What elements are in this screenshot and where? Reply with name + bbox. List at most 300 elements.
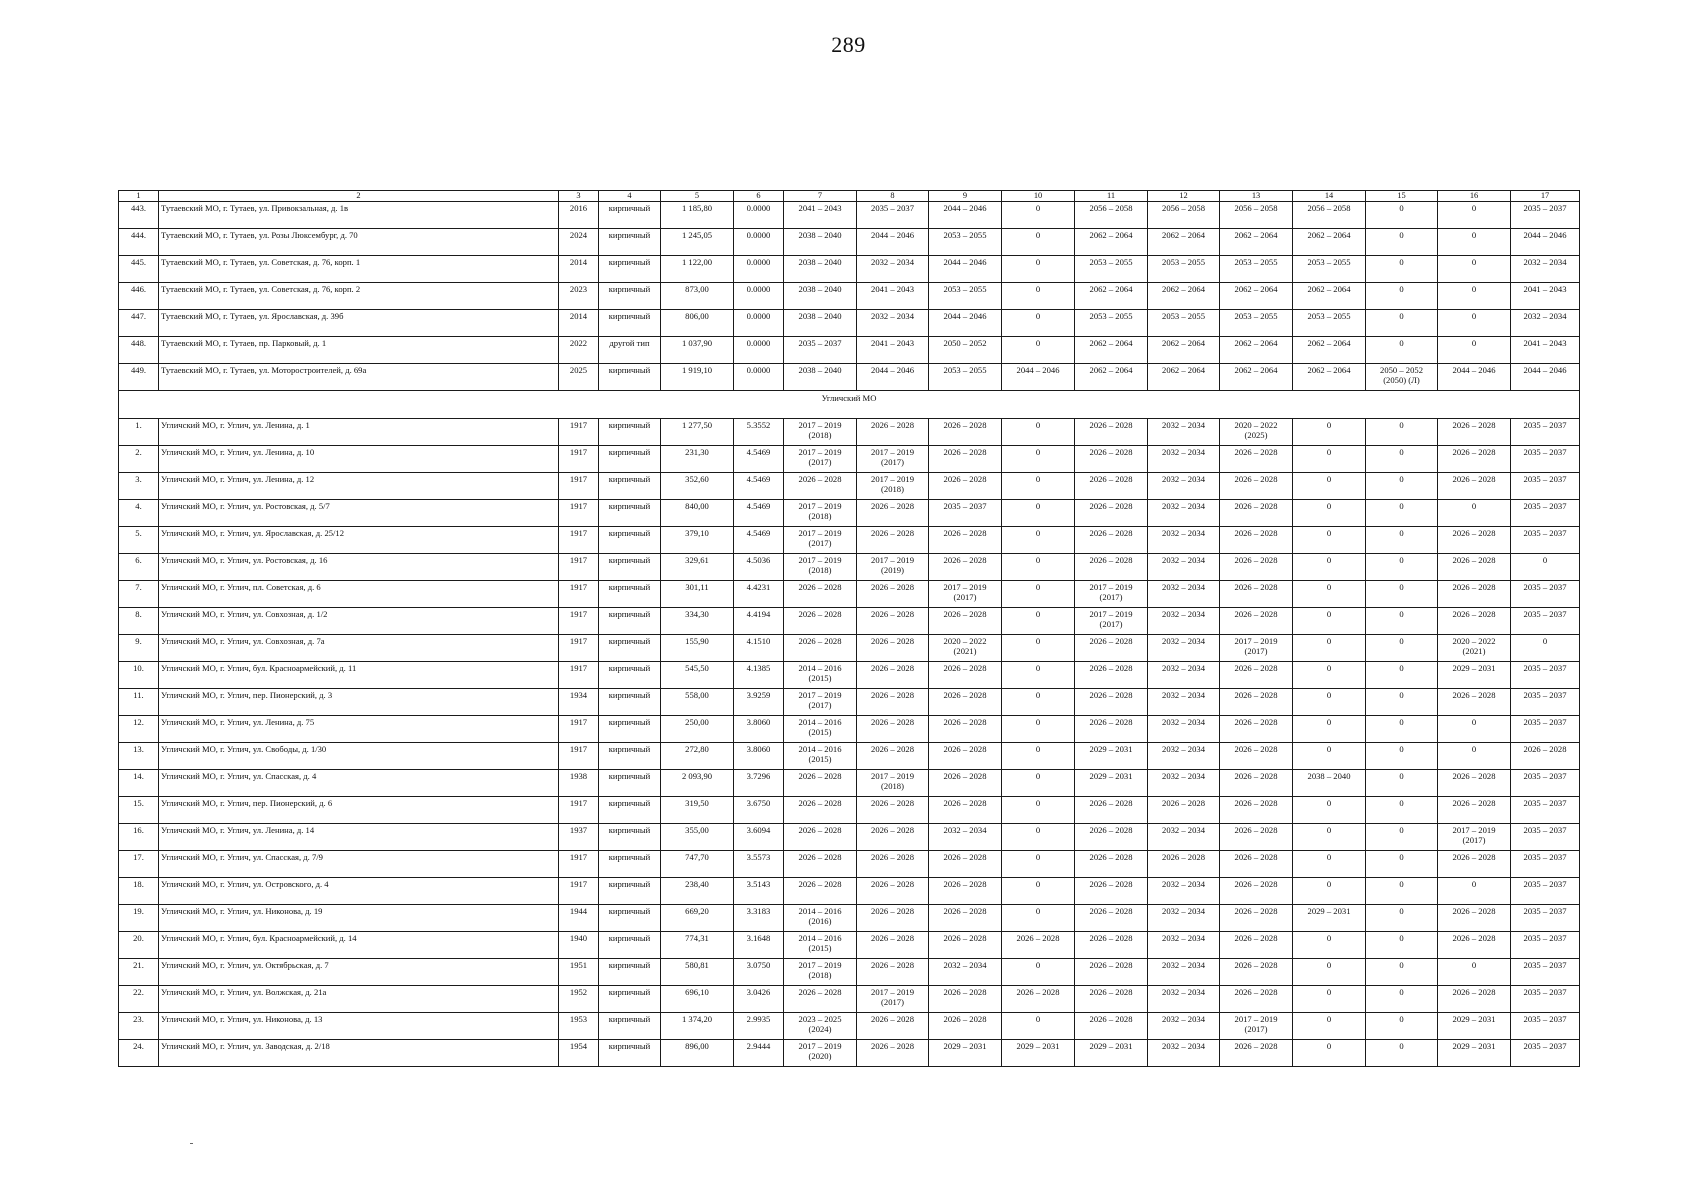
table-cell: 2026 – 2028 bbox=[929, 608, 1002, 635]
table-cell: 0 bbox=[1438, 743, 1511, 770]
cell-period-note: (2021) bbox=[953, 646, 977, 656]
table-cell: 2026 – 2028 bbox=[1220, 689, 1293, 716]
table-cell: 0 bbox=[1438, 716, 1511, 743]
table-cell: 1917 bbox=[559, 554, 599, 581]
table-cell: 2026 – 2028 bbox=[1511, 743, 1580, 770]
table-cell: 2026 – 2028 bbox=[857, 608, 929, 635]
table-cell: кирпичный bbox=[599, 202, 661, 229]
table-cell: 2026 – 2028 bbox=[929, 473, 1002, 500]
table-row bbox=[119, 986, 1580, 1013]
table-cell: 2026 – 2028 bbox=[1075, 986, 1148, 1013]
table-cell: 2026 – 2028 bbox=[1220, 824, 1293, 851]
table-cell-period bbox=[1366, 364, 1438, 391]
table-cell: 0 bbox=[1002, 635, 1075, 662]
table-cell: 2035 – 2037 bbox=[1511, 770, 1580, 797]
table-cell: кирпичный bbox=[599, 527, 661, 554]
table-cell: 840,00 bbox=[661, 500, 734, 527]
table-cell: 2026 – 2028 bbox=[929, 689, 1002, 716]
table-cell: 2053 – 2055 bbox=[929, 283, 1002, 310]
table-cell: 2.9444 bbox=[734, 1040, 784, 1067]
table-cell: 2026 – 2028 bbox=[929, 527, 1002, 554]
table-cell: 0 bbox=[1366, 959, 1438, 986]
page-number: 289 bbox=[831, 32, 866, 57]
column-number: 9 bbox=[929, 191, 1002, 202]
cell-period-range: 2023 – 2025 bbox=[798, 1014, 842, 1024]
table-cell: 2044 – 2046 bbox=[1511, 364, 1580, 391]
cell-period-range: 2017 – 2019 bbox=[798, 447, 842, 457]
table-cell: кирпичный bbox=[599, 959, 661, 986]
table-cell: кирпичный bbox=[599, 554, 661, 581]
table-cell: 0 bbox=[1438, 283, 1511, 310]
table-row bbox=[119, 364, 1580, 391]
table-cell: 2053 – 2055 bbox=[1220, 310, 1293, 337]
table-cell: 2026 – 2028 bbox=[1075, 824, 1148, 851]
table-cell: 1940 bbox=[559, 932, 599, 959]
table-cell-address: Угличский МО, г. Углич, пер. Пионерский, д. 3 bbox=[159, 689, 559, 716]
table-cell: 1 185,80 bbox=[661, 202, 734, 229]
table-cell: 301,11 bbox=[661, 581, 734, 608]
table-cell: 22. bbox=[119, 986, 159, 1013]
table-cell: 2026 – 2028 bbox=[857, 635, 929, 662]
cell-period-range: 2017 – 2019 bbox=[798, 501, 842, 511]
table-cell: 2041 – 2043 bbox=[857, 283, 929, 310]
table-cell: 2044 – 2046 bbox=[1002, 364, 1075, 391]
table-cell: 1917 bbox=[559, 608, 599, 635]
table-cell: 2032 – 2034 bbox=[1148, 446, 1220, 473]
table-cell: 2026 – 2028 bbox=[1438, 905, 1511, 932]
table-cell: 1952 bbox=[559, 986, 599, 1013]
table-cell: кирпичный bbox=[599, 797, 661, 824]
table-cell: 2062 – 2064 bbox=[1220, 229, 1293, 256]
table-cell: 2035 – 2037 bbox=[1511, 1013, 1580, 1040]
table-cell: 1938 bbox=[559, 770, 599, 797]
table-cell: 2026 – 2028 bbox=[929, 554, 1002, 581]
table-cell: 2062 – 2064 bbox=[1075, 364, 1148, 391]
table-cell: 2032 – 2034 bbox=[1148, 500, 1220, 527]
table-cell: 2053 – 2055 bbox=[929, 364, 1002, 391]
table-cell: 2062 – 2064 bbox=[1075, 337, 1148, 364]
table-cell: 2026 – 2028 bbox=[1075, 959, 1148, 986]
table-cell: 2044 – 2046 bbox=[929, 256, 1002, 283]
table-cell: 0 bbox=[1438, 500, 1511, 527]
table-cell: 2032 – 2034 bbox=[1148, 743, 1220, 770]
cell-period-range: 2017 – 2019 bbox=[871, 447, 914, 457]
column-number: 7 bbox=[784, 191, 857, 202]
table-row bbox=[119, 419, 1580, 446]
table-cell: 3.8060 bbox=[734, 743, 784, 770]
table-cell: 1951 bbox=[559, 959, 599, 986]
table-cell: 2026 – 2028 bbox=[1220, 608, 1293, 635]
table-cell: 1917 bbox=[559, 419, 599, 446]
table-cell: 2029 – 2031 bbox=[1438, 1013, 1511, 1040]
table-cell: 2032 – 2034 bbox=[1148, 1013, 1220, 1040]
table-cell: 4.5469 bbox=[734, 473, 784, 500]
table-cell: 2044 – 2046 bbox=[1511, 229, 1580, 256]
cell-period-note: (2021) bbox=[1462, 646, 1486, 656]
table-cell: 18. bbox=[119, 878, 159, 905]
table-cell: 2032 – 2034 bbox=[1148, 554, 1220, 581]
table-cell: кирпичный bbox=[599, 635, 661, 662]
cell-period-note: (2017) bbox=[808, 457, 832, 467]
table-cell: 0 bbox=[1293, 1040, 1366, 1067]
table-cell: 2035 – 2037 bbox=[1511, 608, 1580, 635]
table-cell: 2056 – 2058 bbox=[1148, 202, 1220, 229]
table-cell: 2026 – 2028 bbox=[857, 500, 929, 527]
table-cell-period bbox=[929, 581, 1002, 608]
table-cell: 2026 – 2028 bbox=[857, 824, 929, 851]
table-cell: 2032 – 2034 bbox=[1148, 959, 1220, 986]
table-cell-period bbox=[784, 689, 857, 716]
table-cell-period bbox=[784, 554, 857, 581]
table-row bbox=[119, 554, 1580, 581]
table-cell: 2035 – 2037 bbox=[1511, 716, 1580, 743]
table-cell: кирпичный bbox=[599, 905, 661, 932]
table-cell: 2026 – 2028 bbox=[1075, 851, 1148, 878]
table-cell: 2026 – 2028 bbox=[929, 716, 1002, 743]
table-cell: 0 bbox=[1366, 932, 1438, 959]
table-cell: 272,80 bbox=[661, 743, 734, 770]
cell-period-note: (2024) bbox=[808, 1024, 832, 1034]
table-cell-period bbox=[929, 635, 1002, 662]
table-cell: 4.4231 bbox=[734, 581, 784, 608]
table-cell: 3.8060 bbox=[734, 716, 784, 743]
table-cell: 2026 – 2028 bbox=[784, 635, 857, 662]
table-cell: 2026 – 2028 bbox=[1220, 446, 1293, 473]
cell-period-note: (2019) bbox=[881, 565, 904, 575]
table-cell: 2053 – 2055 bbox=[929, 229, 1002, 256]
table-row bbox=[119, 689, 1580, 716]
cell-period-note: (2018) bbox=[808, 511, 832, 521]
table-cell: 0 bbox=[1293, 932, 1366, 959]
column-number: 11 bbox=[1075, 191, 1148, 202]
table-cell: 447. bbox=[119, 310, 159, 337]
table-cell: 3.5143 bbox=[734, 878, 784, 905]
table-cell: 3.7296 bbox=[734, 770, 784, 797]
table-cell: 334,30 bbox=[661, 608, 734, 635]
table-cell: 0 bbox=[1366, 554, 1438, 581]
table-cell: 2026 – 2028 bbox=[857, 959, 929, 986]
table-cell: кирпичный bbox=[599, 256, 661, 283]
table-cell: кирпичный bbox=[599, 419, 661, 446]
table-cell: 2026 – 2028 bbox=[929, 446, 1002, 473]
table-cell: 13. bbox=[119, 743, 159, 770]
cell-period-note: (2017) bbox=[953, 592, 977, 602]
table-cell: 0 bbox=[1293, 797, 1366, 824]
table-row bbox=[119, 824, 1580, 851]
table-cell: 2032 – 2034 bbox=[857, 256, 929, 283]
table-cell: 2026 – 2028 bbox=[784, 581, 857, 608]
table-cell: 2026 – 2028 bbox=[784, 797, 857, 824]
table-cell: 0 bbox=[1366, 283, 1438, 310]
table-row bbox=[119, 959, 1580, 986]
table-cell: 0 bbox=[1002, 662, 1075, 689]
column-number: 15 bbox=[1366, 191, 1438, 202]
table-cell: 2026 – 2028 bbox=[1220, 743, 1293, 770]
table-cell-period bbox=[784, 446, 857, 473]
column-number: 4 bbox=[599, 191, 661, 202]
table-row bbox=[119, 229, 1580, 256]
table-cell: 2026 – 2028 bbox=[929, 905, 1002, 932]
table-cell: 2032 – 2034 bbox=[1148, 986, 1220, 1013]
table-cell: 2062 – 2064 bbox=[1293, 283, 1366, 310]
table-cell: кирпичный bbox=[599, 851, 661, 878]
table-cell: 2026 – 2028 bbox=[929, 878, 1002, 905]
table-cell: 0 bbox=[1366, 770, 1438, 797]
table-cell: 11. bbox=[119, 689, 159, 716]
table-cell: кирпичный bbox=[599, 473, 661, 500]
table-cell: 2023 bbox=[559, 283, 599, 310]
table-cell: 2032 – 2034 bbox=[857, 310, 929, 337]
table-cell: 0 bbox=[1293, 986, 1366, 1013]
table-cell: 0 bbox=[1366, 1013, 1438, 1040]
table-row bbox=[119, 932, 1580, 959]
table-cell-address: Угличский МО, г. Углич, ул. Совхозная, д. 1/2 bbox=[159, 608, 559, 635]
table-cell-address: Угличский МО, г. Углич, ул. Спасская, д. 7/9 bbox=[159, 851, 559, 878]
table-cell: 0.0000 bbox=[734, 229, 784, 256]
table-cell: 4.5469 bbox=[734, 527, 784, 554]
table-cell: 2014 bbox=[559, 310, 599, 337]
table-cell: 444. bbox=[119, 229, 159, 256]
table-cell: 2056 – 2058 bbox=[1220, 202, 1293, 229]
table-cell: 2032 – 2034 bbox=[1148, 473, 1220, 500]
cell-period-range: 2017 – 2019 bbox=[798, 555, 842, 565]
table-cell: 2026 – 2028 bbox=[1220, 959, 1293, 986]
cell-period-note: (2018) bbox=[808, 970, 832, 980]
table-cell: 2029 – 2031 bbox=[1075, 1040, 1148, 1067]
table-cell: 2026 – 2028 bbox=[784, 608, 857, 635]
cell-period-note: (2017) bbox=[1462, 835, 1486, 845]
column-number: 5 bbox=[661, 191, 734, 202]
table-cell: 3.6094 bbox=[734, 824, 784, 851]
table-cell: 2026 – 2028 bbox=[857, 905, 929, 932]
table-cell: 0 bbox=[1366, 446, 1438, 473]
table-cell: 2041 – 2043 bbox=[1511, 283, 1580, 310]
table-cell: 448. bbox=[119, 337, 159, 364]
table-cell: 2029 – 2031 bbox=[1438, 1040, 1511, 1067]
table-cell: 2032 – 2034 bbox=[1148, 878, 1220, 905]
table-cell: 2026 – 2028 bbox=[929, 419, 1002, 446]
table-cell-period bbox=[1075, 608, 1148, 635]
table-cell: 0 bbox=[1002, 824, 1075, 851]
table-row bbox=[119, 446, 1580, 473]
table-cell-period bbox=[784, 419, 857, 446]
table-cell: 2044 – 2046 bbox=[857, 364, 929, 391]
table-cell: кирпичный bbox=[599, 364, 661, 391]
table-cell: 2038 – 2040 bbox=[784, 310, 857, 337]
table-cell: 2026 – 2028 bbox=[857, 662, 929, 689]
table-cell: 0 bbox=[1002, 527, 1075, 554]
cell-period-note: (2025) bbox=[1244, 430, 1268, 440]
table-cell: 0 bbox=[1002, 256, 1075, 283]
table-cell: 2026 – 2028 bbox=[1220, 716, 1293, 743]
table-cell: 2026 – 2028 bbox=[1075, 500, 1148, 527]
table-row bbox=[119, 256, 1580, 283]
table-cell: 0 bbox=[1293, 959, 1366, 986]
table-cell: 2026 – 2028 bbox=[1220, 878, 1293, 905]
table-cell-period bbox=[1438, 824, 1511, 851]
table-cell: 1917 bbox=[559, 716, 599, 743]
table-cell: 0 bbox=[1293, 1013, 1366, 1040]
table-cell: 0 bbox=[1002, 743, 1075, 770]
table-cell: 2026 – 2028 bbox=[857, 1013, 929, 1040]
cell-period-note: (2015) bbox=[808, 727, 832, 737]
table-cell: 0 bbox=[1002, 229, 1075, 256]
table-cell: 2041 – 2043 bbox=[857, 337, 929, 364]
table-cell: 2029 – 2031 bbox=[1075, 770, 1148, 797]
table-cell: 2062 – 2064 bbox=[1220, 283, 1293, 310]
table-cell: 4.1510 bbox=[734, 635, 784, 662]
table-cell: 2062 – 2064 bbox=[1148, 283, 1220, 310]
table-cell: 2029 – 2031 bbox=[1075, 743, 1148, 770]
table-cell: 1934 bbox=[559, 689, 599, 716]
table-cell: 2026 – 2028 bbox=[1438, 797, 1511, 824]
cell-period-note: (2015) bbox=[808, 754, 832, 764]
table-cell: 2035 – 2037 bbox=[1511, 986, 1580, 1013]
table-cell: кирпичный bbox=[599, 932, 661, 959]
cell-period-range: 2020 – 2022 bbox=[1234, 420, 1278, 430]
table-cell: 0 bbox=[1002, 770, 1075, 797]
table-cell: 329,61 bbox=[661, 554, 734, 581]
table-cell: 2032 – 2034 bbox=[1148, 635, 1220, 662]
table-cell: 1917 bbox=[559, 743, 599, 770]
table-cell: 2024 bbox=[559, 229, 599, 256]
table-cell: 5. bbox=[119, 527, 159, 554]
table-cell: 2032 – 2034 bbox=[929, 959, 1002, 986]
table-cell: 0 bbox=[1293, 419, 1366, 446]
column-number: 1 bbox=[119, 191, 159, 202]
table-cell: 319,50 bbox=[661, 797, 734, 824]
table-cell-period bbox=[1438, 635, 1511, 662]
table-cell: 2026 – 2028 bbox=[929, 797, 1002, 824]
cell-period-range: 2017 – 2019 bbox=[943, 582, 987, 592]
table-cell: 2044 – 2046 bbox=[929, 310, 1002, 337]
table-cell: 17. bbox=[119, 851, 159, 878]
table-cell: 747,70 bbox=[661, 851, 734, 878]
table-cell: 2.9935 bbox=[734, 1013, 784, 1040]
column-number: 3 bbox=[559, 191, 599, 202]
cell-period-range: 2014 – 2016 bbox=[798, 744, 842, 754]
table-cell: 2026 – 2028 bbox=[929, 986, 1002, 1013]
table-cell: 0 bbox=[1366, 581, 1438, 608]
table-cell: 2026 – 2028 bbox=[857, 1040, 929, 1067]
table-cell: кирпичный bbox=[599, 716, 661, 743]
table-cell: 0 bbox=[1002, 337, 1075, 364]
table-cell: 0 bbox=[1366, 527, 1438, 554]
table-cell: 2035 – 2037 bbox=[1511, 419, 1580, 446]
table-cell-address: Тутаевский МО, г. Тутаев, пр. Парковый, д. 1 bbox=[159, 337, 559, 364]
table-cell: 2032 – 2034 bbox=[1148, 689, 1220, 716]
table-cell: кирпичный bbox=[599, 878, 661, 905]
table-cell: 4.5469 bbox=[734, 446, 784, 473]
table-cell: 2044 – 2046 bbox=[929, 202, 1002, 229]
cell-period-note: (2015) bbox=[808, 943, 832, 953]
table-cell: 2026 – 2028 bbox=[1075, 797, 1148, 824]
table-cell-address: Тутаевский МО, г. Тутаев, ул. Советская, д. 76, корп. 2 bbox=[159, 283, 559, 310]
table-cell: 2026 – 2028 bbox=[857, 419, 929, 446]
table-cell: 0 bbox=[1002, 419, 1075, 446]
table-cell: 2026 – 2028 bbox=[1075, 716, 1148, 743]
cell-period-range: 2050 – 2052 bbox=[1380, 365, 1423, 375]
table-cell: 1953 bbox=[559, 1013, 599, 1040]
table-cell-period bbox=[1220, 635, 1293, 662]
table-cell: 4.5469 bbox=[734, 500, 784, 527]
table-cell: 2026 – 2028 bbox=[1220, 905, 1293, 932]
table-cell: 2032 – 2034 bbox=[1148, 824, 1220, 851]
table-cell: 0 bbox=[1366, 229, 1438, 256]
table-cell: 2056 – 2058 bbox=[1293, 202, 1366, 229]
cell-period-note: (2017) bbox=[1099, 592, 1123, 602]
table-cell: 2026 – 2028 bbox=[1148, 797, 1220, 824]
table-cell: 2026 – 2028 bbox=[857, 527, 929, 554]
table-cell: 0 bbox=[1438, 337, 1511, 364]
table-cell: 0 bbox=[1002, 905, 1075, 932]
table-cell: 0 bbox=[1366, 419, 1438, 446]
table-cell-address: Угличский МО, г. Углич, пл. Советская, д. 6 bbox=[159, 581, 559, 608]
table-cell: 2038 – 2040 bbox=[1293, 770, 1366, 797]
table-cell: 20. bbox=[119, 932, 159, 959]
table-cell-period bbox=[1075, 581, 1148, 608]
table-cell: 0 bbox=[1293, 716, 1366, 743]
table-cell: 2026 – 2028 bbox=[1148, 851, 1220, 878]
cell-period-note: (2017) bbox=[808, 700, 832, 710]
cell-period-note: (2020) bbox=[808, 1051, 832, 1061]
table-cell: 2035 – 2037 bbox=[1511, 851, 1580, 878]
table-cell: 558,00 bbox=[661, 689, 734, 716]
table-cell: другой тип bbox=[599, 337, 661, 364]
table-cell: 2053 – 2055 bbox=[1075, 310, 1148, 337]
table-cell-address: Угличский МО, г. Углич, ул. Островского, д. 4 bbox=[159, 878, 559, 905]
cell-period-range: 2017 – 2019 bbox=[1234, 1014, 1278, 1024]
table-cell: 0 bbox=[1438, 229, 1511, 256]
table-cell: 2053 – 2055 bbox=[1075, 256, 1148, 283]
table-cell: 2026 – 2028 bbox=[1075, 878, 1148, 905]
table-cell: 0.0000 bbox=[734, 364, 784, 391]
table-cell: 155,90 bbox=[661, 635, 734, 662]
cell-period-range: 2017 – 2019 bbox=[871, 771, 914, 781]
table-row bbox=[119, 527, 1580, 554]
table-cell: 0 bbox=[1511, 635, 1580, 662]
table-cell: кирпичный bbox=[599, 446, 661, 473]
table-cell-address: Угличский МО, г. Углич, ул. Свободы, д. 1/30 bbox=[159, 743, 559, 770]
table-cell: 2026 – 2028 bbox=[1002, 932, 1075, 959]
section-title: Угличский МО bbox=[119, 391, 1580, 419]
table-cell: кирпичный bbox=[599, 662, 661, 689]
table-cell: 2026 – 2028 bbox=[1220, 797, 1293, 824]
table-cell: 0 bbox=[1293, 581, 1366, 608]
table-cell: 2035 – 2037 bbox=[1511, 878, 1580, 905]
table-cell: 2032 – 2034 bbox=[1148, 608, 1220, 635]
table-cell: 2026 – 2028 bbox=[1220, 527, 1293, 554]
table-cell: 0 bbox=[1293, 473, 1366, 500]
column-number: 14 bbox=[1293, 191, 1366, 202]
table-cell: 2029 – 2031 bbox=[1293, 905, 1366, 932]
cell-period-note: (2017) bbox=[1244, 1024, 1268, 1034]
table-cell: 2038 – 2040 bbox=[784, 256, 857, 283]
table-cell: 0 bbox=[1002, 716, 1075, 743]
table-cell: 2062 – 2064 bbox=[1148, 364, 1220, 391]
table-cell: 2026 – 2028 bbox=[1220, 1040, 1293, 1067]
table-cell: 2035 – 2037 bbox=[1511, 662, 1580, 689]
table-cell: 2032 – 2034 bbox=[1148, 716, 1220, 743]
table-cell: 896,00 bbox=[661, 1040, 734, 1067]
table-cell-address: Угличский МО, г. Углич, ул. Совхозная, д. 7а bbox=[159, 635, 559, 662]
table-cell: 2026 – 2028 bbox=[1220, 932, 1293, 959]
table-cell: 2053 – 2055 bbox=[1220, 256, 1293, 283]
table-cell: 2016 bbox=[559, 202, 599, 229]
table-cell: 806,00 bbox=[661, 310, 734, 337]
table-cell: 1917 bbox=[559, 851, 599, 878]
table-cell: 2038 – 2040 bbox=[784, 364, 857, 391]
